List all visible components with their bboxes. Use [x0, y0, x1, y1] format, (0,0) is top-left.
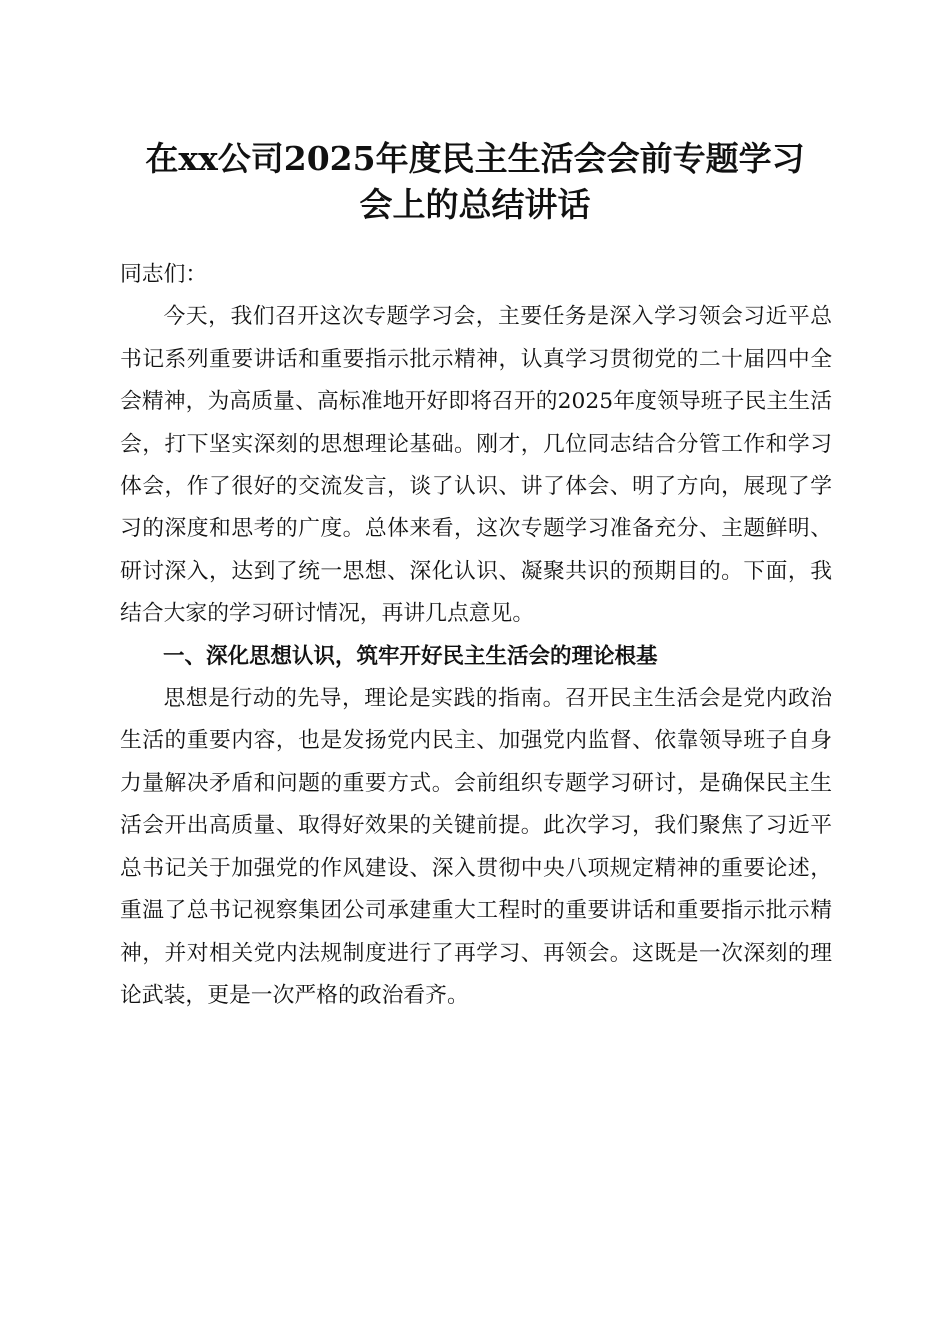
- document-body: [120, 254, 832, 1017]
- title-line-2: 会上的总结讲话: [359, 185, 591, 224]
- section-heading-1: 一、深化思想认识，筑牢开好民主生活会的理论根基: [163, 643, 658, 669]
- section-1-paragraph: 思想是行动的先导，理论是实践的指南。召开民主生活会是党内政治生活的重要内容，也是发扬党内民主、加强党内监督、依靠领导班子自身力量解决矛盾和问题的重要方式。会前组织专题学习研讨，是确保民主生活会开出高质量、取得好效果的关键前提。此次学习，我们聚焦了习近平总书记关于加强党的作风建设、深入贯彻中央八项规定精神的重要论述，重温了总书记视察集团公司承建重大工程时的重要讲话和重要指示批示精神，并对相关党内法规制度进行了再学习、再领会。这既是一次深刻的理论武装，更是一次严格的政治看齐。: [120, 686, 832, 1008]
- document-title: [100, 136, 850, 228]
- salutation: 同志们：: [120, 262, 208, 287]
- opening-paragraph: 今天，我们召开这次专题学习会，主要任务是深入学习领会习近平总书记系列重要讲话和重要指示批示精神，认真学习贯彻党的二十届四中全会精神，为高质量、高标准地开好即将召开的2025年度领导班子民主生活会，打下坚实深刻的思想理论基础。刚才，几位同志结合分管工作和学习体会，作了很好的交流发言，谈了认识、讲了体会、明了方向，展现了学习的深度和思考的广度。总体来看，这次专题学习准备充分、主题鲜明、研讨深入，达到了统一思想、深化认识、凝聚共识的预期目的。下面，我结合大家的学习研讨情况，再讲几点意见。: [120, 304, 832, 627]
- title-line-1: 在xx公司2025年度民主生活会会前专题学习: [145, 139, 805, 178]
